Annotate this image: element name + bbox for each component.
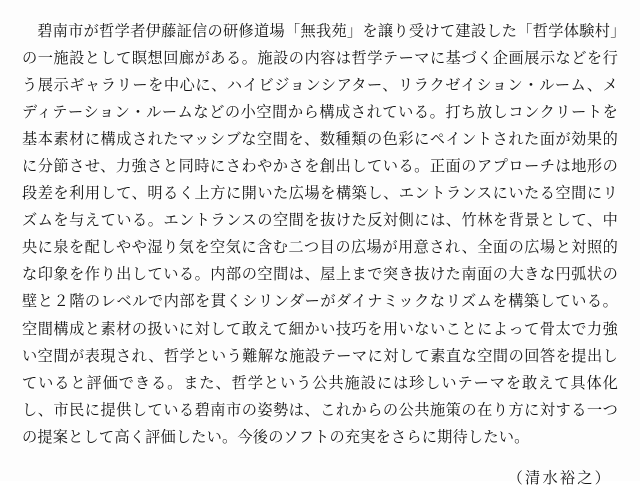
author-signature: （清水裕之） xyxy=(507,468,612,487)
document-body xyxy=(22,18,618,451)
body-paragraph: 碧南市が哲学者伊藤証信の研修道場「無我苑」を譲り受けて建設した「哲学体験村」の一施設として瞑想回廊がある。施設の内容は哲学テーマに基づく企画展示などを行う展示ギャラリーを中心に、ハイビジョンシアター、リラクゼイション・ルーム、メディテーション・ルームなどの小空間から構成されている。打ち放しコンクリートを基本素材に構成されたマッシブな空間を、数種類の色彩にペイントされた面が効果的に分節させ、力強さと同時にさわやかさを創出している。正面のアプローチは地形の段差を利用して、明るく上方に開いた広場を構築し、エントランスにいたる空間にリズムを与えている。エントランスの空間を抜けた反対側には、竹林を背景として、中央に泉を配しやや湿り気を空気に含む二つ目の広場が用意され、全面の広場と対照的な印象を作り出している。内部の空間は、屋上まで突き抜けた南面の大きな円弧状の壁と２階のレベルで内部を貫くシリンダーがダイナミックなリズムを構築している。空間構成と素材の扱いに対して敢えて細かい技巧を用いないことによって骨太で力強い空間が表現され、哲学という難解な施設テーマに対して素直な空間の回答を提出していると評価できる。また、哲学という公共施設には珍しいテーマを敢えて具体化し、市民に提供している碧南市の姿勢は、これからの公共施策の在り方に対する一つの提案として高く評価したい。今後のソフトの充実をさらに期待したい。 xyxy=(22,22,618,446)
